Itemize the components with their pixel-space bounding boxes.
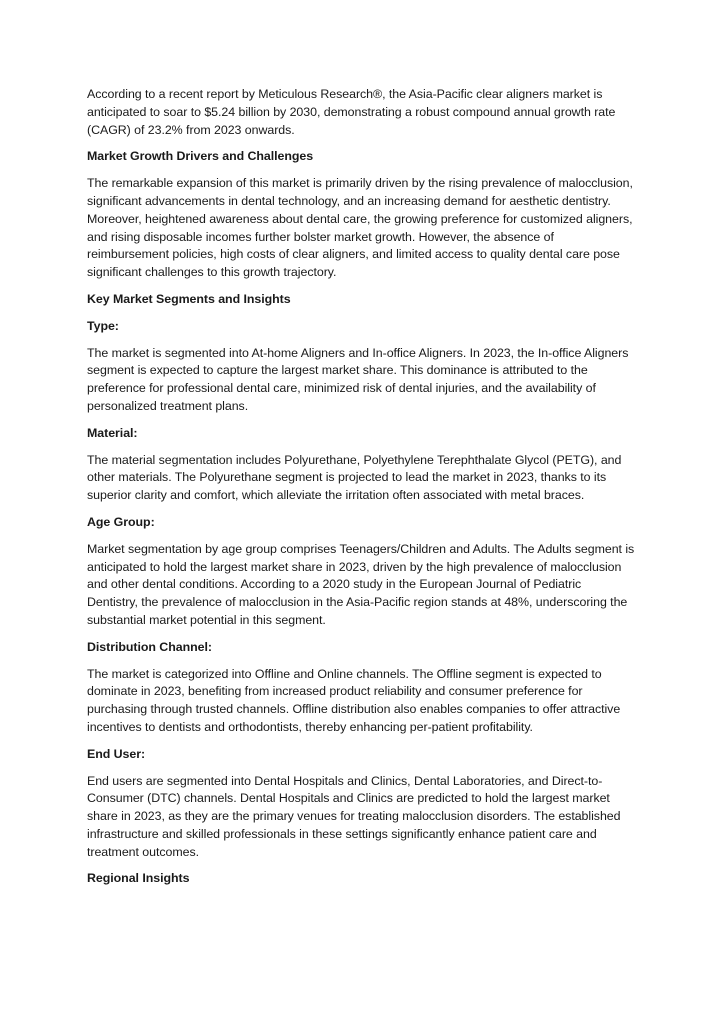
material-heading: Material: [87,425,138,440]
material-paragraph: The material segmentation includes Polyurethane, Polyethylene Terephthalate Glycol (PETG), and other materials. The Polyurethane segment is projected to lead the market in 2023, thanks to its superior clarity and comfort, which alleviate the irritation often associated with metal braces. [87,452,622,503]
distribution-paragraph: The market is categorized into Offline and Online channels. The Offline segment is expected to dominate in 2023, benefiting from increased product reliability and consumer preference for purchasing through trusted channels. Offline distribution also enables companies to offer attractive incentives to dentists and orthodontists, thereby enhancing per-patient profitability. [87,666,621,734]
type-heading: Type: [87,318,119,333]
document-page [87,86,635,897]
intro-paragraph: According to a recent report by Meticulous Research®, the Asia-Pacific clear aligners market is anticipated to soar to $5.24 billion by 2030, demonstrating a robust compound annual growth rate (CAGR) of 23.2% from 2023 onwards. [87,87,616,137]
regional-heading: Regional Insights [87,871,190,886]
distribution-heading: Distribution Channel: [87,639,212,654]
end-user-heading: End User: [87,746,146,761]
drivers-heading: Market Growth Drivers and Challenges [87,149,314,164]
age-group-paragraph: Market segmentation by age group comprises Teenagers/Children and Adults. The Adults segment is anticipated to hold the largest market share in 2023, driven by the high prevalence of malocclusion and other dental conditions. According to a 2020 study in the European Journal of Pediatric Dentistry, the prevalence of malocclusion in the Asia-Pacific region stands at 48%, underscoring the substantial market potential in this segment. [87,541,635,627]
age-group-heading: Age Group: [87,514,155,529]
end-user-paragraph: End users are segmented into Dental Hospitals and Clinics, Dental Laboratories, and Direct-to-Consumer (DTC) channels. Dental Hospitals and Clinics are predicted to hold the largest market share in 2023, as they are the primary venues for treating malocclusion disorders. The established infrastructure and skilled professionals in these settings significantly enhance patient care and treatment outcomes. [87,773,621,859]
drivers-paragraph: The remarkable expansion of this market is primarily driven by the rising prevalence of malocclusion, significant advancements in dental technology, and an increasing demand for aesthetic dentistry. Moreover, heightened awareness about dental care, the growing preference for customized aligners, and rising disposable incomes further bolster market growth. However, the absence of reimbursement policies, high costs of clear aligners, and limited access to quality dental care pose significant challenges to this growth trajectory. [87,176,633,280]
type-paragraph: The market is segmented into At-home Aligners and In-office Aligners. In 2023, the In-office Aligners segment is expected to capture the largest market share. This dominance is attributed to the preference for professional dental care, minimized risk of dental injuries, and the availability of personalized treatment plans. [87,345,629,413]
segments-heading: Key Market Segments and Insights [87,291,291,306]
